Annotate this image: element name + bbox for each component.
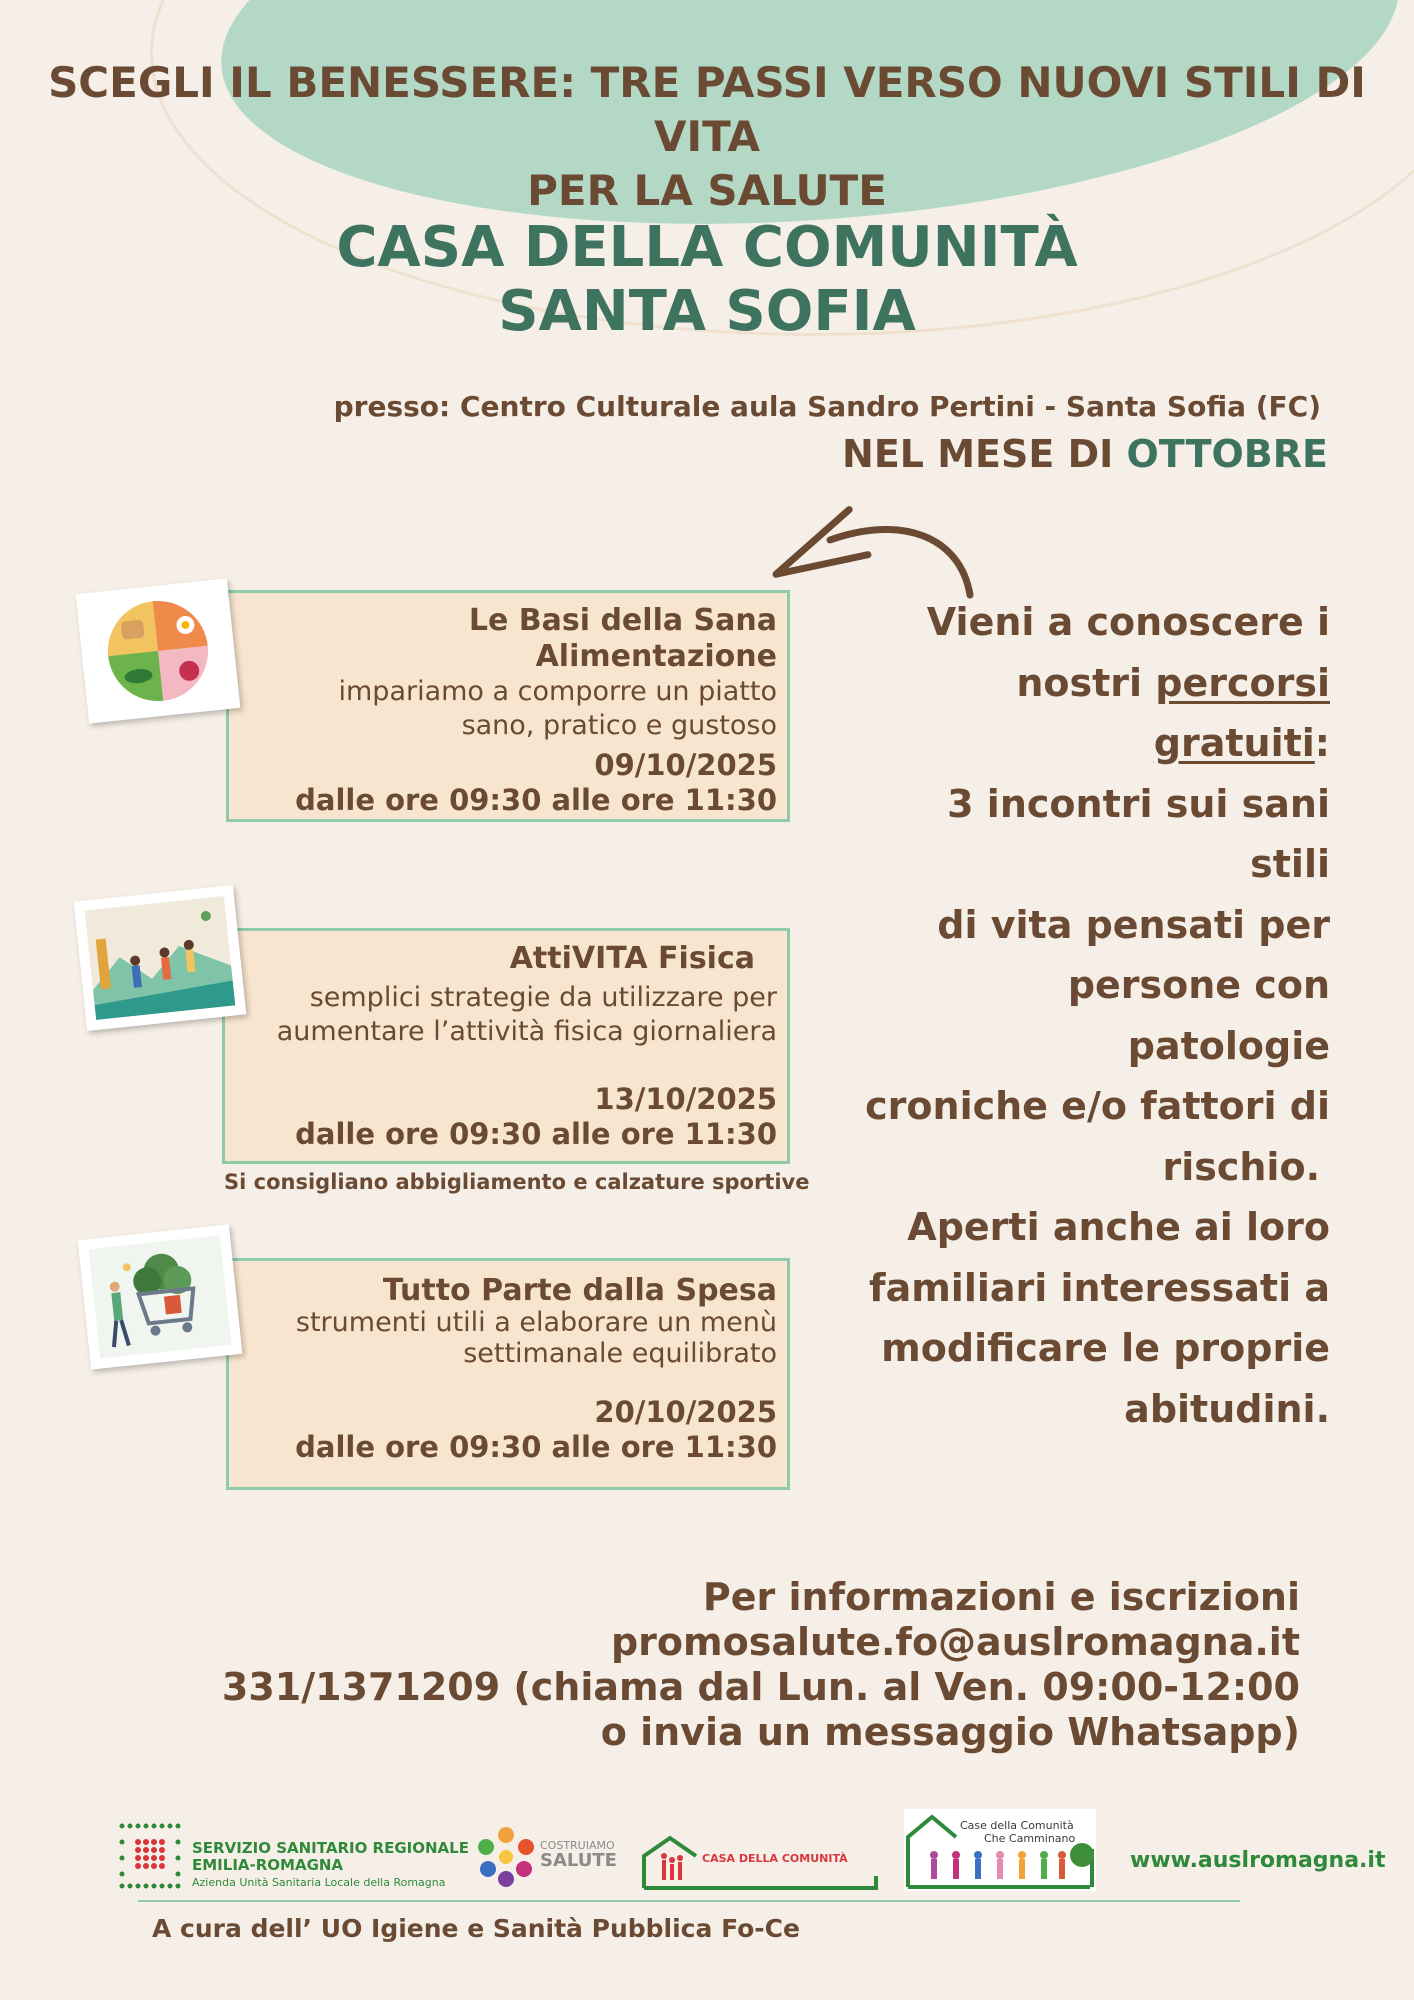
event-description: settimanale equilibrato — [463, 1338, 777, 1369]
people-walking-icon — [74, 885, 247, 1031]
contact-email[interactable]: promosalute.fo@auslromagna.it — [610, 1620, 1300, 1664]
shopping-cart-icon — [78, 1224, 243, 1369]
event-description: strumenti utili a elaborare un menù — [295, 1307, 777, 1338]
website-link[interactable]: www.auslromagna.it — [1130, 1848, 1386, 1873]
contact-info: Per informazioni e iscrizioni promosalute.fo@auslromagna.it 331/1371209 (chiama dal Lun. al Ven. 09:00-12:00 o invia un messaggio Whatsapp) — [221, 1575, 1300, 1754]
casa-comunita-text: CASA DELLA COMUNITÀ — [702, 1852, 848, 1865]
event-date: 20/10/2025 — [594, 1395, 777, 1429]
intro-text: Vieni a conoscere i nostri percorsi gratuiti: 3 incontri sui sani stili di vita pensati per persone con patologie croniche e/o fattori di rischio. Aperti anche ai loro familiari interessati a modificare le proprie abitudini. — [865, 600, 1330, 1431]
venue-text: presso: Centro Culturale aula Sandro Pertini - Santa Sofia (FC) — [333, 390, 1321, 423]
footer-divider — [138, 1900, 1240, 1902]
case-che-camminano-logo: Case della Comunità Che Camminano — [904, 1809, 1096, 1891]
free-courses-emphasis: percorsi gratuiti — [1153, 660, 1330, 765]
contact-phone[interactable]: 331/1371209 (chiama dal Lun. al Ven. 09:00-12:00 — [221, 1665, 1300, 1709]
page-subtitle: CASA DELLA COMUNITÀ SANTA SOFIA — [336, 215, 1078, 344]
event-time: dalle ore 09:30 alle ore 11:30 — [295, 1117, 777, 1151]
event-note: Si consigliano abbigliamento e calzature sportive — [224, 1170, 810, 1194]
month-text: NEL MESE DI OTTOBRE — [842, 432, 1328, 476]
event-time: dalle ore 09:30 alle ore 11:30 — [295, 1430, 777, 1464]
event-description: sano, pratico e gustoso — [461, 710, 777, 741]
event-card-attivita-fisica — [222, 928, 790, 1164]
page-title: SCEGLI IL BENESSERE: TRE PASSI VERSO NUOVI STILI DI VITA PER LA SALUTE — [48, 58, 1366, 215]
event-card-spesa — [226, 1258, 790, 1490]
contact-heading: Per informazioni e iscrizioni — [702, 1575, 1300, 1619]
event-date: 09/10/2025 — [594, 748, 777, 782]
event-title: AttiVITA Fisica — [509, 941, 755, 976]
costruiamo-text: COSTRUIAMO SALUTE — [540, 1839, 617, 1871]
costruiamo-salute-logo-icon — [474, 1825, 538, 1889]
event-time: dalle ore 09:30 alle ore 11:30 — [295, 783, 777, 817]
event-card-alimentazione — [226, 590, 790, 822]
healthy-plate-icon — [76, 578, 241, 723]
servizio-sanitario-text: SERVIZIO SANITARIO REGIONALE EMILIA-ROMAGNA Azienda Unità Sanitaria Locale della Romagna — [192, 1839, 469, 1889]
event-description: semplici strategie da utilizzare per — [309, 982, 777, 1013]
event-date: 13/10/2025 — [594, 1082, 777, 1116]
event-description: impariamo a comporre un piatto — [338, 676, 777, 707]
curved-arrow-icon — [760, 505, 980, 605]
event-description: aumentare l’attività fisica giornaliera — [276, 1016, 777, 1047]
servizio-sanitario-logo-icon — [116, 1820, 188, 1892]
footer-credit: A cura dell’ UO Igiene e Sanità Pubblica Fo-Ce — [152, 1914, 800, 1943]
event-title: Le Basi della Sana Alimentazione — [468, 603, 777, 674]
event-title: Tutto Parte dalla Spesa — [382, 1273, 777, 1308]
